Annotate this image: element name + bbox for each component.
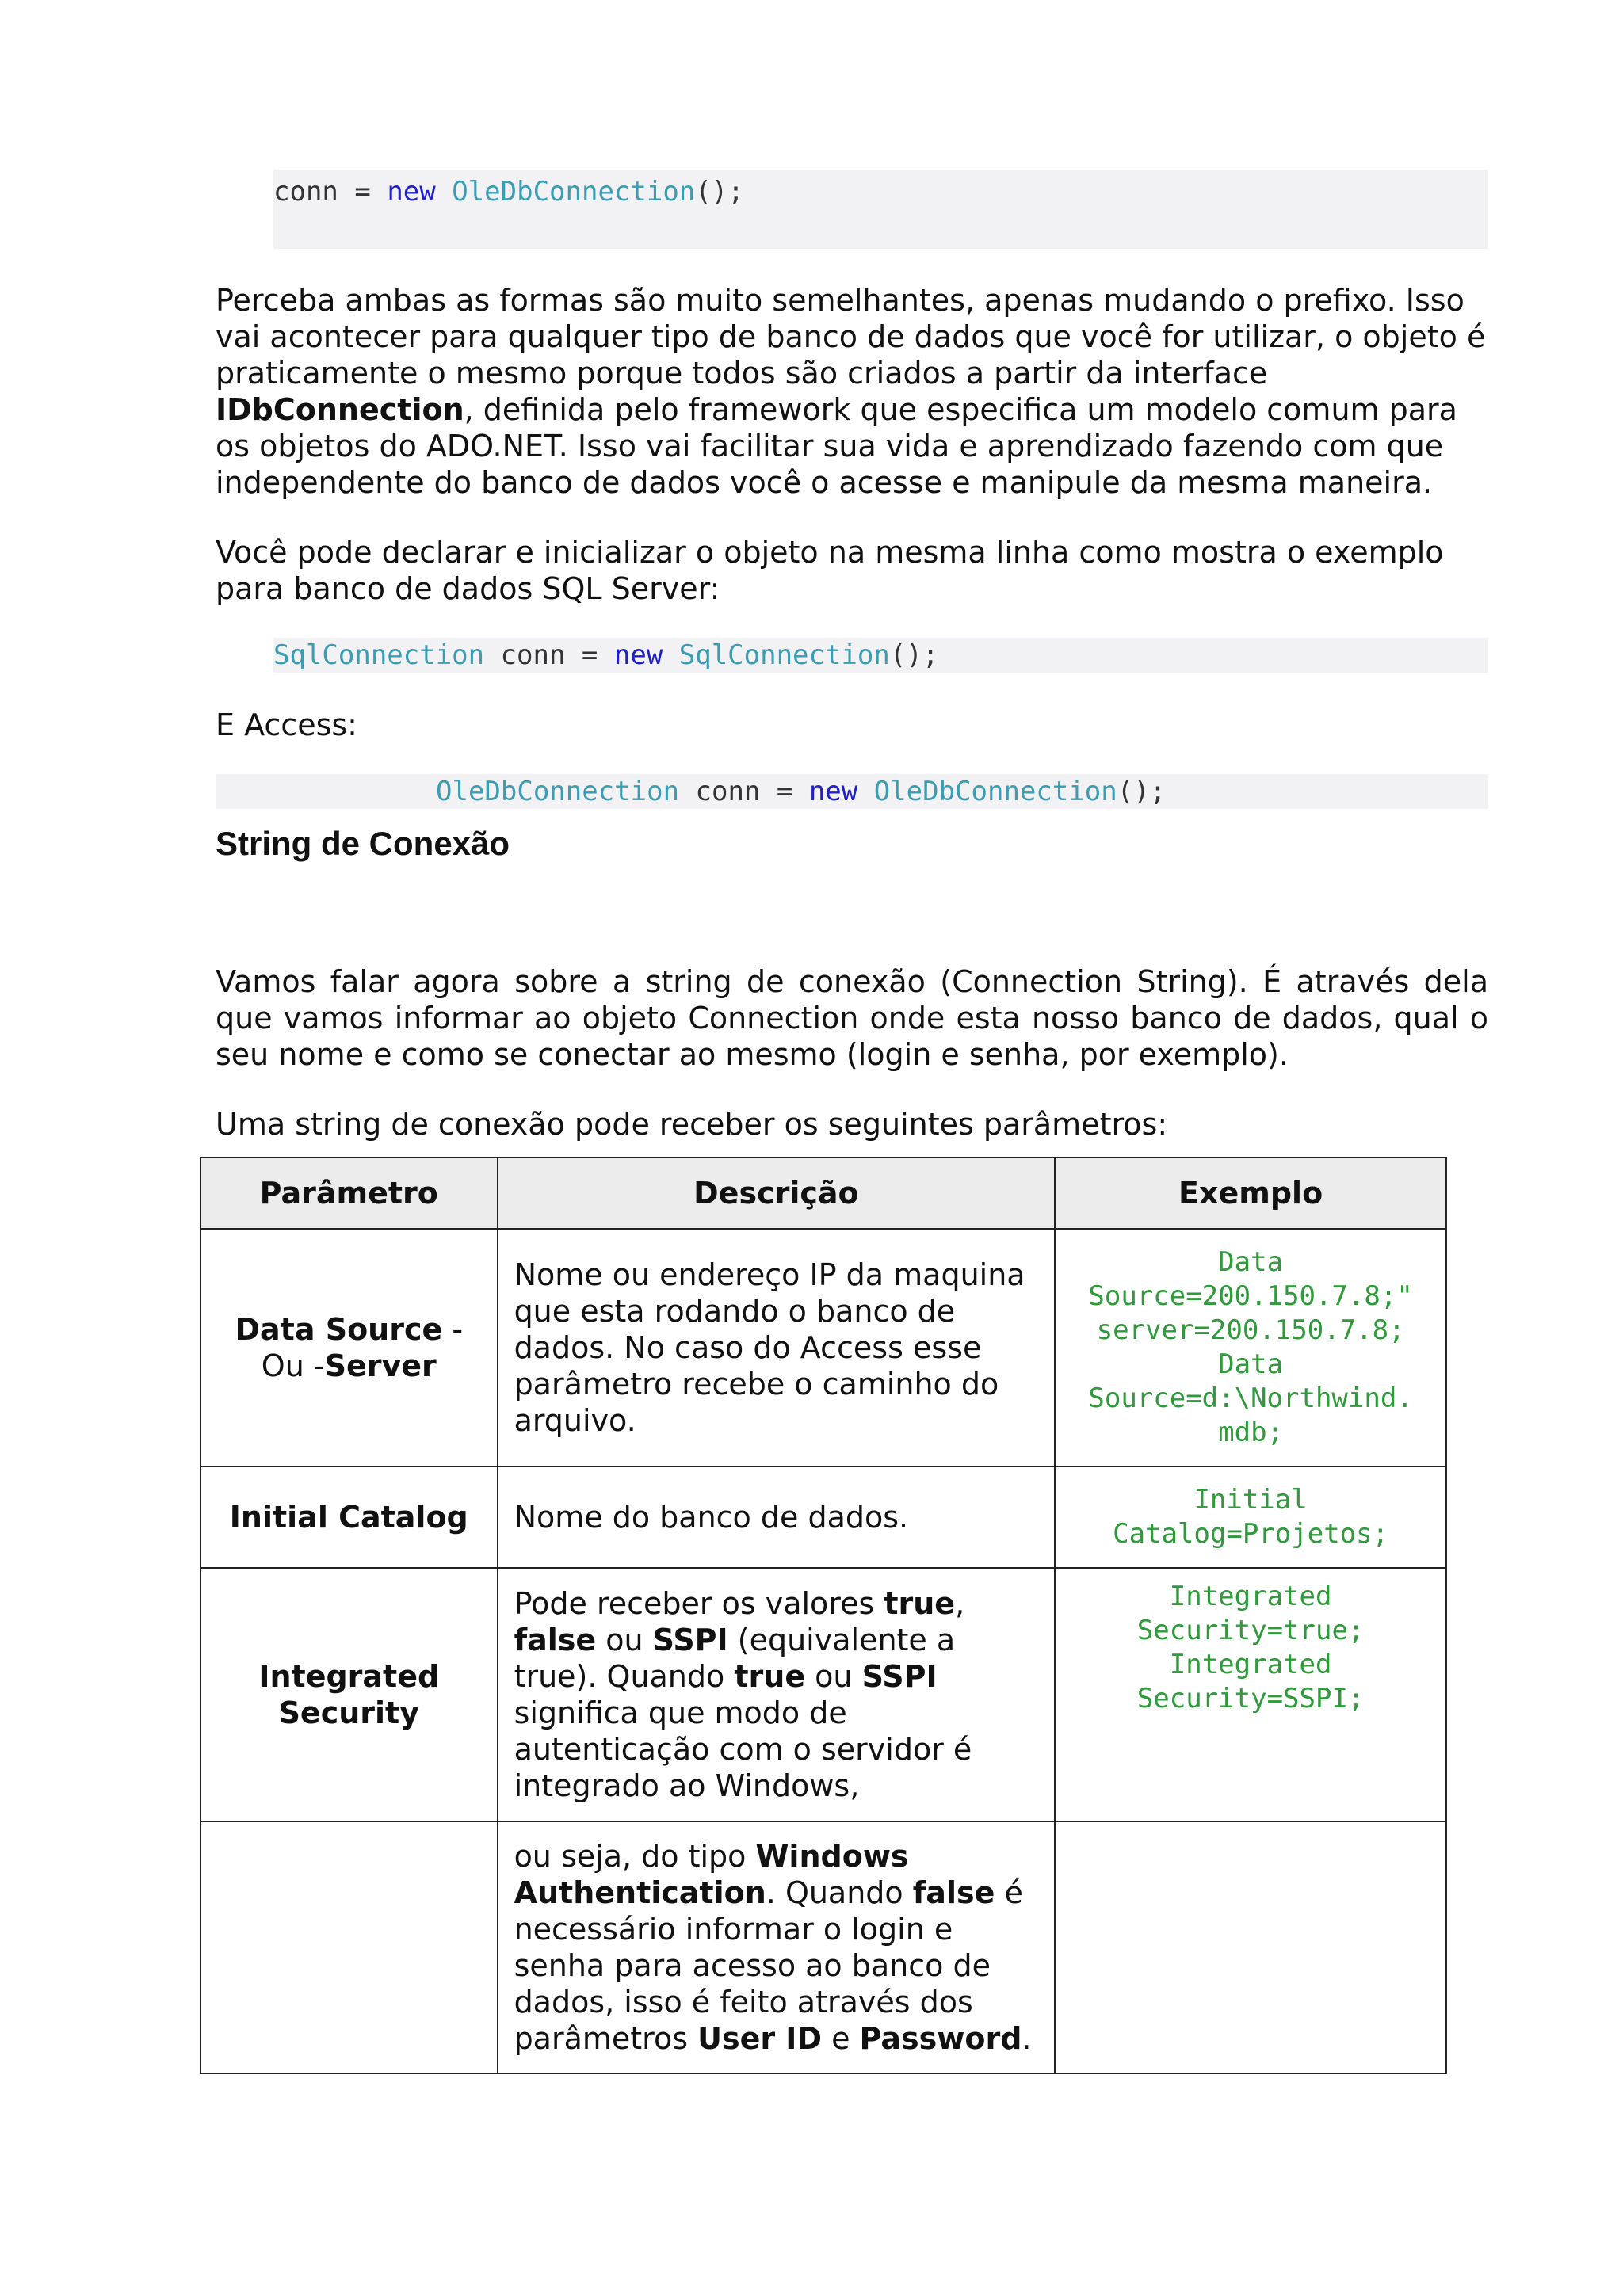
- example-cell: [1055, 1568, 1446, 1821]
- param-name: Server: [324, 1348, 437, 1383]
- desc-cell: [498, 1568, 1056, 1821]
- paragraph-connection-string-intro: [216, 963, 1488, 1073]
- desc-line: parâmetro recebe o caminho do: [514, 1367, 999, 1402]
- desc-line: autenticação com o servidor é: [514, 1732, 972, 1767]
- table-header-cell: Exemplo: [1055, 1158, 1446, 1229]
- code-token: =: [338, 176, 388, 208]
- table-row: [200, 1466, 1446, 1568]
- paragraph-line: praticamente o mesmo porque todos são criados a partir da interface: [216, 356, 1268, 391]
- paragraph-prefix-explanation: [216, 282, 1488, 501]
- code-type: OleDbConnection: [436, 776, 680, 807]
- desc-text: .: [1022, 2021, 1032, 2056]
- desc-text: ou: [596, 1623, 653, 1657]
- code-token: ();: [695, 176, 744, 208]
- desc-bold: SSPI: [652, 1623, 728, 1657]
- desc-line: integrado ao Windows,: [514, 1768, 860, 1803]
- desc-line: [514, 1585, 1039, 1622]
- example-cell-empty: [1055, 1821, 1446, 2073]
- paragraph-access-label: E Access:: [216, 707, 357, 742]
- code-token: conn: [273, 176, 338, 208]
- code-token: conn =: [679, 776, 809, 807]
- desc-bold: Windows: [755, 1839, 909, 1874]
- table-header-row: [200, 1158, 1446, 1229]
- desc-text: ou seja, do tipo: [514, 1839, 756, 1874]
- code-keyword: new: [613, 639, 663, 671]
- code-type: SqlConnection: [663, 639, 890, 671]
- example-line: Catalog=Projetos;: [1113, 1518, 1389, 1550]
- table-header-cell: Descrição: [498, 1158, 1056, 1229]
- desc-text: . Quando: [766, 1875, 913, 1910]
- example-line: mdb;: [1218, 1417, 1284, 1448]
- code-snippet-sql-connection: [273, 638, 1488, 673]
- desc-line: dados. No caso do Access esse: [514, 1330, 982, 1365]
- bold-term: IDbConnection: [216, 392, 464, 427]
- code-type: OleDbConnection: [452, 176, 696, 208]
- paragraph-params-intro: Uma string de conexão pode receber os seguintes parâmetros:: [216, 1107, 1168, 1142]
- code-token: ();: [889, 639, 939, 671]
- param-name: Data Source: [235, 1312, 443, 1347]
- paragraph-line: os objetos do ADO.NET. Isso vai facilitar sua vida e aprendizado fazendo com que: [216, 429, 1444, 463]
- desc-text: true). Quando: [514, 1659, 735, 1694]
- example-line: Security=SSPI;: [1136, 1683, 1365, 1714]
- paragraph-line: [216, 391, 1488, 428]
- code-token: conn =: [484, 639, 614, 671]
- desc-line: senha para acesso ao banco de: [514, 1948, 991, 1983]
- paragraph-line: que vamos informar ao objeto Connection onde esta nosso banco de dados, qual o: [216, 1001, 1488, 1035]
- table-row: [200, 1568, 1446, 1821]
- desc-text: (equivalente a: [727, 1623, 956, 1657]
- desc-text: ,: [955, 1586, 965, 1621]
- example-line: Integrated: [1169, 1581, 1332, 1612]
- desc-text: e: [822, 2021, 860, 2056]
- param-cell: Initial Catalog: [200, 1466, 498, 1568]
- desc-line: significa que modo de: [514, 1695, 847, 1730]
- paragraph-line: Você pode declarar e inicializar o objeto na mesma linha como mostra o exemplo: [216, 535, 1444, 570]
- table-header-cell: Parâmetro: [200, 1158, 498, 1229]
- param-name-line: [217, 1311, 481, 1348]
- example-line: Initial: [1193, 1484, 1308, 1516]
- desc-text: ou: [805, 1659, 862, 1694]
- desc-bold: SSPI: [861, 1659, 938, 1694]
- example-line: Security=true;: [1136, 1615, 1365, 1646]
- desc-cell: [498, 1821, 1056, 2073]
- param-cell: [200, 1229, 498, 1466]
- example-line: Data: [1218, 1246, 1284, 1278]
- desc-line: [514, 1658, 1039, 1695]
- paragraph-line: independente do banco de dados você o acesse e manipule da mesma maneira.: [216, 465, 1433, 500]
- section-heading: String de Conexão: [216, 825, 510, 862]
- code-type: OleDbConnection: [857, 776, 1117, 807]
- param-separator: -: [442, 1312, 464, 1347]
- example-line: server=200.150.7.8;: [1096, 1314, 1405, 1346]
- code-type: SqlConnection: [273, 639, 485, 671]
- example-cell: [1055, 1229, 1446, 1466]
- table-row: [200, 1229, 1446, 1466]
- parameters-table: [200, 1157, 1447, 2074]
- code-snippet-oledb-assignment: [273, 170, 1488, 249]
- desc-line: [514, 1622, 1039, 1658]
- paragraph-line: para banco de dados SQL Server:: [216, 571, 720, 606]
- desc-line: Nome ou endereço IP da maquina: [514, 1257, 1025, 1292]
- param-name-line: Security: [278, 1695, 419, 1730]
- desc-text: é: [995, 1875, 1023, 1910]
- param-cell-empty: [200, 1821, 498, 2073]
- param-cell: [200, 1568, 498, 1821]
- desc-line: [514, 2020, 1039, 2057]
- desc-text: Pode receber os valores: [514, 1586, 884, 1621]
- desc-bold: User ID: [697, 2021, 822, 2056]
- desc-line: que esta rodando o banco de: [514, 1294, 956, 1329]
- desc-bold: Password: [859, 2021, 1022, 2056]
- example-line: Data: [1218, 1348, 1284, 1380]
- desc-cell: Nome do banco de dados.: [498, 1466, 1056, 1568]
- code-keyword: new: [808, 776, 858, 807]
- param-name-line: Integrated: [258, 1659, 440, 1694]
- desc-cell: [498, 1229, 1056, 1466]
- example-line: Source=d:\Northwind.: [1088, 1383, 1413, 1414]
- desc-line: [514, 1875, 1039, 1911]
- desc-line: arquivo.: [514, 1403, 636, 1438]
- code-snippet-oledb-access: [216, 774, 1488, 809]
- desc-line: [514, 1838, 1039, 1875]
- paragraph-line: vai acontecer para qualquer tipo de banco de dados que você for utilizar, o objeto é: [216, 319, 1486, 354]
- desc-bold: true: [884, 1586, 956, 1621]
- desc-bold: false: [514, 1623, 597, 1657]
- code-keyword: new: [387, 176, 436, 208]
- paragraph-inline-declaration: [216, 534, 1488, 607]
- param-name-line: [217, 1348, 481, 1384]
- paragraph-line: Perceba ambas as formas são muito semelhantes, apenas mudando o prefixo. Isso: [216, 283, 1465, 318]
- desc-line: dados, isso é feito através dos: [514, 1985, 973, 2019]
- code-token: ();: [1117, 776, 1167, 807]
- desc-bold: false: [912, 1875, 995, 1910]
- paragraph-line: Vamos falar agora sobre a string de conexão (Connection String). É através dela: [216, 964, 1488, 999]
- table-row: [200, 1821, 1446, 2073]
- desc-text: parâmetros: [514, 2021, 698, 2056]
- example-line: Integrated: [1169, 1649, 1332, 1680]
- paragraph-text: , definida pelo framework que especifica um modelo comum para: [464, 392, 1457, 427]
- paragraph-line: seu nome e como se conectar ao mesmo (login e senha, por exemplo).: [216, 1037, 1289, 1072]
- example-line: Source=200.150.7.8;": [1088, 1280, 1413, 1312]
- example-cell: [1055, 1466, 1446, 1568]
- desc-bold: true: [734, 1659, 806, 1694]
- desc-line: necessário informar o login e: [514, 1912, 953, 1947]
- desc-bold: Authentication: [514, 1875, 766, 1910]
- param-separator: Ou -: [261, 1348, 325, 1383]
